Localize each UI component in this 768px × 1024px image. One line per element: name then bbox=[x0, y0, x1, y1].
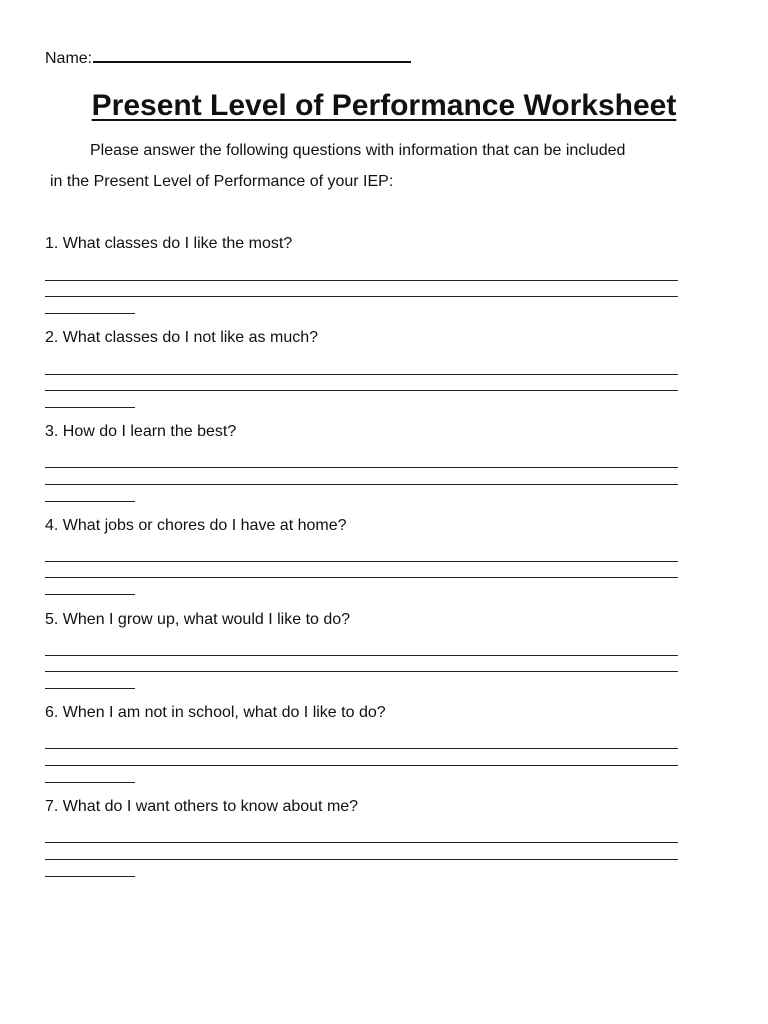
question-text: 4. What jobs or chores do I have at home? bbox=[45, 517, 347, 534]
answer-line[interactable] bbox=[45, 577, 678, 578]
answer-line[interactable] bbox=[45, 671, 678, 672]
question-text: 5. When I grow up, what would I like to do? bbox=[45, 611, 351, 628]
question-block-5 bbox=[45, 610, 685, 630]
answer-line[interactable] bbox=[45, 859, 678, 860]
answer-line-short[interactable] bbox=[45, 501, 135, 502]
answer-line[interactable] bbox=[45, 390, 678, 391]
answer-line[interactable] bbox=[45, 561, 678, 562]
intro-line-2: in the Present Level of Performance of your IEP: bbox=[50, 173, 394, 190]
intro-line-1: Please answer the following questions with information that can be included bbox=[90, 142, 626, 159]
answer-line-short[interactable] bbox=[45, 313, 135, 314]
answer-line-short[interactable] bbox=[45, 594, 135, 595]
answer-line[interactable] bbox=[45, 842, 678, 843]
answer-line[interactable] bbox=[45, 280, 678, 281]
answer-line[interactable] bbox=[45, 296, 678, 297]
page-title-text: Present Level of Performance Worksheet bbox=[91, 89, 677, 122]
question-block-3 bbox=[45, 422, 685, 442]
name-label: Name: bbox=[45, 50, 93, 67]
page-title bbox=[0, 87, 768, 125]
question-block-6 bbox=[45, 703, 685, 723]
name-row bbox=[45, 46, 411, 69]
question-block-4 bbox=[45, 516, 685, 536]
question-block-1 bbox=[45, 234, 685, 254]
answer-line[interactable] bbox=[45, 655, 678, 656]
answer-line-short[interactable] bbox=[45, 782, 135, 783]
name-blank-line[interactable] bbox=[93, 46, 411, 63]
answer-line-short[interactable] bbox=[45, 407, 135, 408]
answer-line-short[interactable] bbox=[45, 688, 135, 689]
answer-line-short[interactable] bbox=[45, 876, 135, 877]
answer-line[interactable] bbox=[45, 484, 678, 485]
question-block-2 bbox=[45, 328, 685, 348]
question-text: 6. When I am not in school, what do I like to do? bbox=[45, 704, 386, 721]
answer-line[interactable] bbox=[45, 748, 678, 749]
question-text: 2. What classes do I not like as much? bbox=[45, 329, 319, 346]
answer-line[interactable] bbox=[45, 467, 678, 468]
answer-line[interactable] bbox=[45, 374, 678, 375]
question-text: 7. What do I want others to know about me? bbox=[45, 798, 359, 815]
question-text: 1. What classes do I like the most? bbox=[45, 235, 293, 252]
answer-line[interactable] bbox=[45, 765, 678, 766]
question-block-7 bbox=[45, 797, 685, 817]
question-text: 3. How do I learn the best? bbox=[45, 423, 237, 440]
